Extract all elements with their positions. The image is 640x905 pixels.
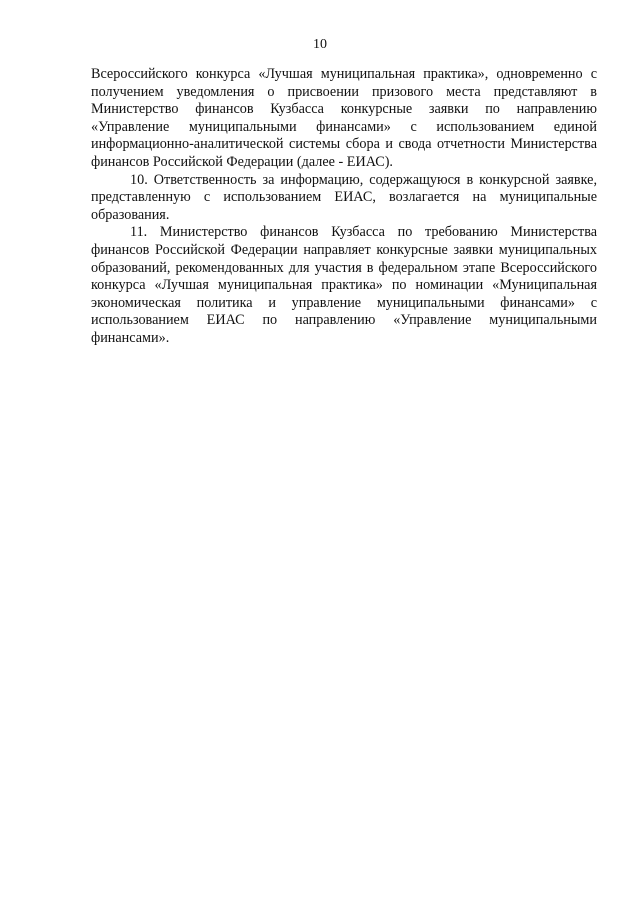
paragraph-11: 11. Министерство финансов Кузбасса по требованию Министерства финансов Российской Федерации направляет конкурсные заявки муниципальных образований, рекомендованных для участия в федеральном этапе Всероссийского конкурса «Лучшая муниципальная практика» по номинации «Муниципальная экономическая политика и управление муниципальными финансами» с использованием ЕИАС по направлению «Управление муниципальными финансами». <box>91 224 597 346</box>
document-body <box>91 66 597 348</box>
paragraph-continuation: Всероссийского конкурса «Лучшая муниципальная практика», одновременно с получением уведомления о присвоении призового места представляют в Министерство финансов Кузбасса конкурсные заявки по направлению «Управление муниципальными финансами» с использованием единой информационно-аналитической системы сбора и свода отчетности Министерства финансов Российской Федерации (далее - ЕИАС). <box>91 66 597 170</box>
page-number: 10 <box>313 37 327 52</box>
paragraph-10: 10. Ответственность за информацию, содержащуюся в конкурсной заявке, представленную с использованием ЕИАС, возлагается на муниципальные образования. <box>91 171 597 223</box>
